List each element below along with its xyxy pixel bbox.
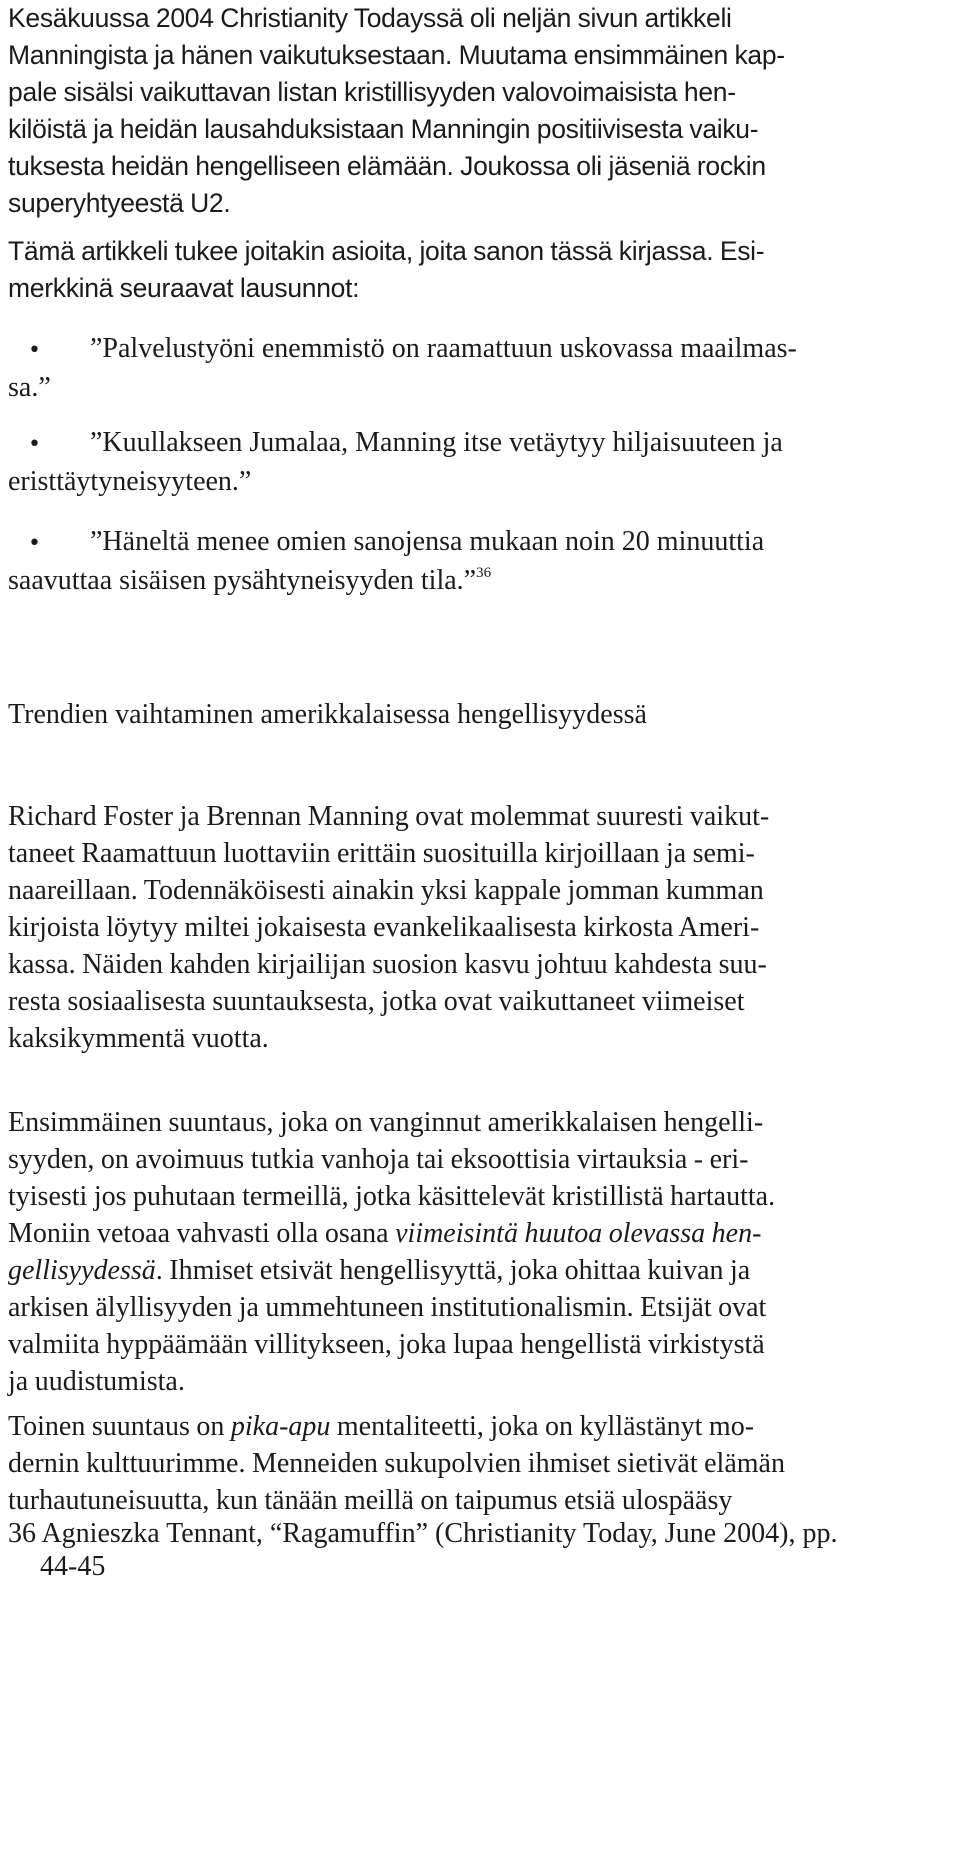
- text-line: Moniin vetoaa vahvasti olla osana: [8, 1218, 396, 1249]
- text-line: Manningista ja hänen vaikutuksestaan. Muutama ensimmäinen kap-: [8, 40, 785, 70]
- paragraph-intro: [8, 0, 948, 222]
- emphasis-text: viimeisintä huutoa olevassa hen-: [395, 1218, 762, 1249]
- bullet-item: [8, 330, 948, 406]
- paragraph-foster-manning: [8, 798, 948, 1057]
- text-line: kaksikymmentä vuotta.: [8, 1023, 269, 1054]
- text-line: ja uudistumista.: [8, 1366, 185, 1397]
- bullet-text: sa.”: [8, 372, 51, 403]
- bullet-icon: •: [28, 432, 41, 457]
- text-line: mentaliteetti, joka on kyllästänyt mo-: [330, 1411, 755, 1442]
- bullet-text: ”Häneltä menee omien sanojensa mukaan noin 20 minuuttia: [90, 526, 765, 557]
- bullet-item: [8, 424, 948, 500]
- paragraph-first-trend: [8, 1104, 948, 1400]
- bullet-icon: •: [28, 338, 41, 363]
- text-line: merkkinä seuraavat lausunnot:: [8, 273, 360, 303]
- text-line: superyhtyeestä U2.: [8, 188, 231, 218]
- bullet-item: [8, 523, 948, 599]
- text-line: pale sisälsi vaikuttavan listan kristillisyyden valovoimaisista hen-: [8, 77, 736, 107]
- text-line: Toinen suuntaus on: [8, 1411, 231, 1442]
- text-line: arkisen älyllisyyden ja ummehtuneen institutionalismin. Etsijät ovat: [8, 1292, 767, 1323]
- emphasis-text: pika-apu: [230, 1411, 331, 1442]
- paragraph-article-support: [8, 233, 948, 307]
- text-line: tuksesta heidän hengelliseen elämään. Joukossa oli jäseniä rockin: [8, 151, 766, 181]
- text-line: syyden, on avoimuus tutkia vanhoja tai eksoottisia virtauksia - eri-: [8, 1144, 749, 1175]
- text-line: taneet Raamattuun luottaviin erittäin suosituilla kirjoillaan ja semi-: [8, 838, 755, 869]
- text-line: turhautuneisuutta, kun tänään meillä on taipumus etsiä ulospääsy: [8, 1485, 733, 1516]
- bullet-text: ”Kuullakseen Jumalaa, Manning itse vetäytyy hiljaisuuteen ja: [90, 427, 783, 458]
- text-line: Tämä artikkeli tukee joitakin asioita, joita sanon tässä kirjassa. Esi-: [8, 236, 765, 266]
- text-line: dernin kulttuurimme. Menneiden sukupolvien ihmiset sietivät elämän: [8, 1448, 785, 1479]
- footnote-text: 36 Agnieszka Tennant, “Ragamuffin” (Christianity Today, June 2004), pp.: [8, 1518, 838, 1549]
- section-heading: Trendien vaihtaminen amerikkalaisessa hengellisyydessä: [8, 699, 647, 730]
- text-line: naareillaan. Todennäköisesti ainakin yksi kappale jomman kumman: [8, 875, 764, 906]
- text-line: Ensimmäinen suuntaus, joka on vanginnut amerikkalaisen hengelli-: [8, 1107, 764, 1138]
- text-line: valmiita hyppäämään villitykseen, joka lupaa hengellistä virkistystä: [8, 1329, 765, 1360]
- bullet-text: eristtäytyneisyyteen.”: [8, 466, 252, 497]
- paragraph-second-trend: [8, 1408, 948, 1519]
- text-line: kilöistä ja heidän lausahduksistaan Manningin positiivisesta vaiku-: [8, 114, 759, 144]
- bullet-text: saavuttaa sisäisen pysähtyneisyyden tila.”: [8, 565, 477, 596]
- bullet-text: ”Palvelustyöni enemmistö on raamattuun uskovassa maailmas-: [90, 333, 797, 364]
- footnote-pages: 44-45: [40, 1551, 106, 1582]
- footnote: [8, 1517, 948, 1583]
- emphasis-text: gellisyydessä: [8, 1255, 156, 1286]
- text-line: tyisesti jos puhutaan termeillä, jotka käsittelevät kristillistä hartautta.: [8, 1181, 776, 1212]
- text-line: Richard Foster ja Brennan Manning ovat molemmat suuresti vaikut-: [8, 801, 770, 832]
- text-line: . Ihmiset etsivät hengellisyyttä, joka ohittaa kuivan ja: [155, 1255, 751, 1286]
- bullet-icon: •: [28, 531, 41, 556]
- text-line: Kesäkuussa 2004 Christianity Todayssä oli neljän sivun artikkeli: [8, 3, 732, 33]
- text-line: kirjoista löytyy miltei jokaisesta evankelikaalisesta kirkosta Ameri-: [8, 912, 760, 943]
- text-line: kassa. Näiden kahden kirjailijan suosion kasvu johtuu kahdesta suu-: [8, 949, 767, 980]
- text-line: resta sosiaalisesta suuntauksesta, jotka ovat vaikuttaneet viimeiset: [8, 986, 745, 1017]
- footnote-reference: 36: [476, 565, 492, 581]
